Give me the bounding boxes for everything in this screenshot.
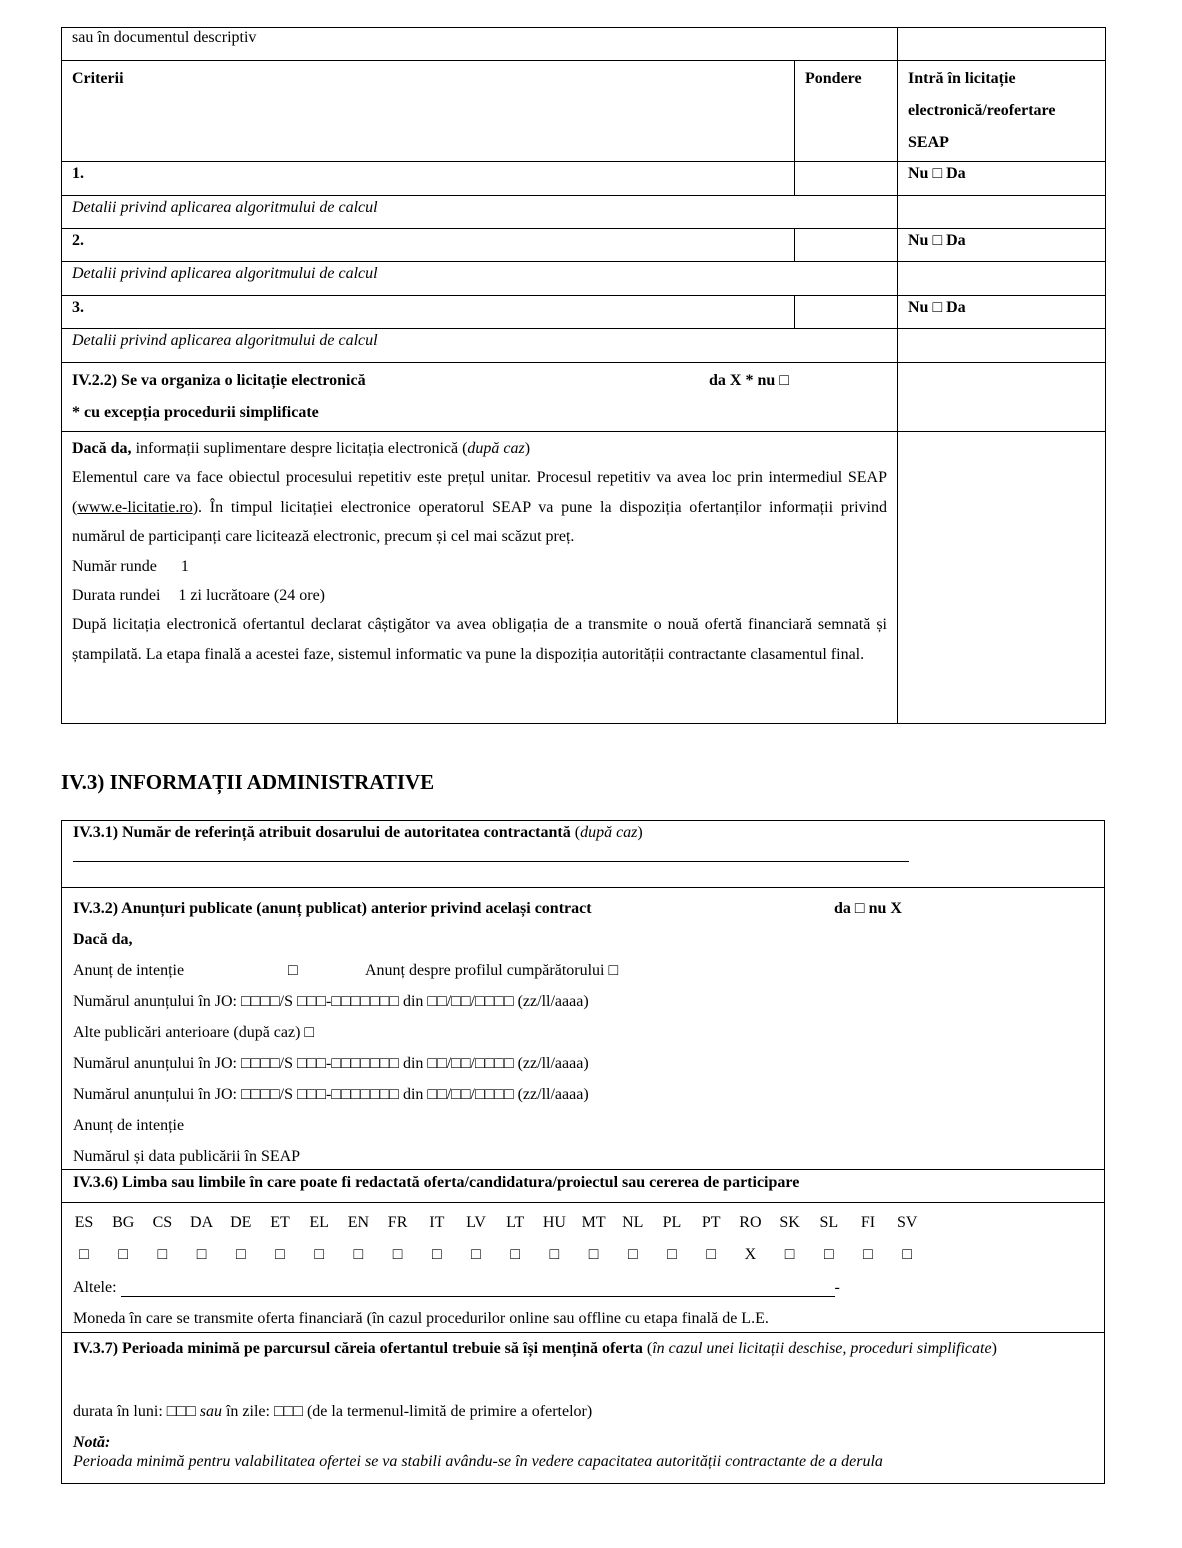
others-label: Altele:: [73, 1279, 117, 1296]
duration-months[interactable]: durata în luni: □□□: [73, 1403, 200, 1420]
rounds-line: [72, 552, 887, 581]
reference-number-field[interactable]: [73, 845, 909, 862]
e-licitatie-link[interactable]: www.e-licitatie.ro: [77, 498, 193, 516]
iv36-languages-section: [62, 1203, 1104, 1333]
language-checkbox-nl[interactable]: □: [627, 1246, 638, 1263]
language-checkbox-es[interactable]: □: [79, 1246, 89, 1263]
language-code-lv: LV: [466, 1214, 486, 1231]
buyer-profile-notice[interactable]: Anunț despre profilul cumpărătorului □: [365, 962, 619, 979]
iv31-title-italic: după caz: [580, 824, 638, 841]
language-code-nl: NL: [622, 1214, 644, 1231]
para1-start: Elementul care va face obiectul procesului repetitiv este prețul unitar. Procesul repetitiv va avea loc prin intermediul SEAP (: [72, 469, 887, 516]
language-code-en: EN: [347, 1214, 370, 1231]
weight-header: Pondere: [795, 61, 898, 162]
language-code-hu: HU: [542, 1214, 566, 1231]
language-checkbox-de[interactable]: □: [235, 1246, 246, 1263]
others-dash: -: [834, 1279, 840, 1296]
language-code-cs: CS: [152, 1214, 173, 1231]
seap-number-date: Numărul și data publicării în SEAP: [73, 1148, 301, 1165]
note-label: Notă:: [73, 1434, 111, 1451]
header-line-2: electronică/reofertare: [908, 102, 1056, 119]
iv32-title: IV.3.2) Anunțuri publicate (anunț publicat) anterior privind același contract: [73, 900, 592, 917]
info-paragraph-2: După licitația electronică ofertantul declarat câștigător va avea obligația de a transmite o nouă ofertă financiară semnată și ștampilată. La etapa finală a acestei faze, sistemul informatic va pune la dispoziția autorității contractante clasamentul final.: [72, 616, 887, 663]
iv222-options[interactable]: da X * nu □: [709, 372, 789, 389]
duration-label: Durata rundei: [72, 587, 161, 605]
iv32-if-yes: Dacă da,: [73, 931, 133, 948]
language-checkbox-et[interactable]: □: [275, 1246, 285, 1263]
language-code-pt: PT: [701, 1214, 721, 1231]
criterion-2-details: Detalii privind aplicarea algoritmului de calcul: [62, 262, 898, 296]
intro-italic: după caz: [467, 440, 525, 457]
note-block: [73, 1433, 1093, 1471]
intent-notice-label-2: Anunț de intenție: [73, 1117, 185, 1134]
others-line: [73, 1278, 840, 1297]
rounds-label: Număr runde: [72, 557, 157, 575]
intro-close: ): [524, 440, 531, 457]
empty-cell: [898, 262, 1106, 296]
language-checkbox-sl[interactable]: □: [823, 1246, 834, 1263]
criterion-2-number: 2.: [62, 229, 795, 262]
currency-line: Moneda în care se transmite oferta financiară (în cazul procedurilor online sau offline cu etapa finală de L.E.: [73, 1310, 769, 1327]
duration-or: sau: [199, 1403, 222, 1420]
iv32-title-line: [73, 899, 592, 918]
note-text: Perioada minimă pentru valabilitatea ofertei se va stabili avându-se în vedere capacitatea autorității contractante de a derula: [73, 1453, 883, 1470]
continued-text: sau în documentul descriptiv: [62, 28, 898, 61]
info-paragraph-1: [72, 463, 887, 551]
iv37-title-block: IV.3.7) Perioada minimă pe parcursul căreia ofertantul trebuie să își mențină oferta (în cazul unei licitații deschise, proceduri simplificate): [73, 1340, 997, 1357]
language-code-mt: MT: [581, 1214, 606, 1231]
para1-end: ). În timpul licitației electronice operatorul SEAP va pune la dispoziția ofertanților informații privind numărul de participanți care licitează electronic, precum și cel mai scăzut preț.: [72, 498, 887, 546]
language-code-fr: FR: [387, 1214, 408, 1231]
language-checkbox-hu[interactable]: □: [549, 1246, 560, 1263]
language-checkbox-el[interactable]: □: [314, 1246, 325, 1263]
jo-notice-number-3: Numărul anunțului în JO: □□□□/S □□□-□□□□□□□ din □□/□□/□□□□ (zz/ll/aaaa): [73, 1086, 589, 1103]
language-code-sv: SV: [896, 1214, 918, 1231]
language-code-da: DA: [190, 1214, 214, 1231]
rounds-value: 1: [180, 557, 189, 575]
intent-notice-label: Anunț de intenție: [73, 962, 185, 979]
header-line-1: Intră în licitație: [908, 70, 1016, 87]
award-criteria-table: [61, 27, 1106, 724]
criterion-1-choice[interactable]: Nu □ Da: [898, 162, 1106, 196]
language-checkbox-mt[interactable]: □: [588, 1246, 599, 1263]
criterion-3-number: 3.: [62, 296, 795, 329]
language-checkbox-en[interactable]: □: [353, 1246, 364, 1263]
criterion-1-number: 1.: [62, 162, 795, 196]
header-line-3: SEAP: [908, 134, 949, 151]
language-checkbox-it[interactable]: □: [431, 1246, 442, 1263]
language-code-de: DE: [230, 1214, 252, 1231]
empty-cell: [898, 196, 1106, 229]
language-code-it: IT: [429, 1214, 445, 1231]
language-checkbox-ro[interactable]: X: [744, 1246, 757, 1263]
section-heading: IV.3) INFORMAȚII ADMINISTRATIVE: [61, 770, 435, 794]
language-code-el: EL: [309, 1214, 329, 1231]
other-publications[interactable]: Alte publicări anterioare (după caz) □: [73, 1024, 315, 1041]
empty-cell: [898, 432, 1106, 724]
intro-text: informații suplimentare despre licitația electronică (: [131, 440, 468, 457]
iv31-title: IV.3.1) Număr de referință atribuit dosarului de autoritatea contractantă: [73, 824, 571, 841]
others-field[interactable]: [121, 1282, 835, 1297]
language-code-sk: SK: [779, 1214, 800, 1231]
language-code-es: ES: [74, 1214, 94, 1231]
language-checkbox-lt[interactable]: □: [510, 1246, 521, 1263]
iv222-cell: [62, 363, 898, 432]
duration-value: 1 zi lucrătoare (24 ore): [178, 587, 325, 605]
iv31-title-line: IV.3.1) Număr de referință atribuit dosarului de autoritatea contractantă (după caz): [73, 824, 643, 841]
criterion-3-choice[interactable]: Nu □ Da: [898, 296, 1106, 329]
language-code-fi: FI: [860, 1214, 876, 1231]
empty-cell: [898, 329, 1106, 363]
criterion-2-weight[interactable]: [795, 229, 898, 262]
criterion-1-weight[interactable]: [795, 162, 898, 196]
criterion-3-weight[interactable]: [795, 296, 898, 329]
intent-notice-checkbox[interactable]: □: [288, 962, 298, 979]
language-checkbox-pt[interactable]: □: [706, 1246, 717, 1263]
language-checkbox-fi[interactable]: □: [863, 1246, 873, 1263]
language-code-lt: LT: [506, 1214, 525, 1231]
language-checkbox-sv[interactable]: □: [902, 1246, 913, 1263]
administrative-info-box: [61, 820, 1105, 1484]
criterion-2-choice[interactable]: Nu □ Da: [898, 229, 1106, 262]
language-code-ro: RO: [739, 1214, 762, 1231]
electronic-auction-header: [898, 61, 1106, 162]
language-checkbox-pl[interactable]: □: [667, 1246, 677, 1263]
language-code-sl: SL: [819, 1214, 839, 1231]
info-intro: [72, 434, 887, 463]
criterion-1-details: Detalii privind aplicarea algoritmului de calcul: [62, 196, 898, 229]
electronic-auction-info: [62, 432, 898, 724]
empty-cell: [898, 28, 1106, 61]
language-checkbox-da[interactable]: □: [196, 1246, 207, 1263]
language-checkbox-bg[interactable]: □: [118, 1246, 129, 1263]
iv222-note: * cu excepția procedurii simplificate: [72, 404, 319, 421]
language-code-bg: BG: [112, 1214, 135, 1231]
iv32-options[interactable]: da □ nu X: [834, 900, 902, 917]
iv37-section: [62, 1333, 1104, 1482]
language-code-pl: PL: [662, 1214, 682, 1231]
iv36-title-section: [62, 1170, 1104, 1203]
jo-notice-number-1: Numărul anunțului în JO: □□□□/S □□□-□□□□□□□ din □□/□□/□□□□ (zz/ll/aaaa): [73, 993, 589, 1010]
iv31-section: [62, 821, 1104, 888]
language-checkbox-lv[interactable]: □: [471, 1246, 481, 1263]
duration-days[interactable]: în zile: □□□ (de la termenul-limită de primire a ofertelor): [221, 1403, 593, 1420]
jo-notice-number-2: Numărul anunțului în JO: □□□□/S □□□-□□□□□□□ din □□/□□/□□□□ (zz/ll/aaaa): [73, 1055, 589, 1072]
iv37-title: IV.3.7) Perioada minimă pe parcursul căreia ofertantul trebuie să își mențină oferta: [73, 1340, 643, 1357]
criterion-3-details: Detalii privind aplicarea algoritmului de calcul: [62, 329, 898, 363]
language-code-et: ET: [270, 1214, 290, 1231]
language-checkbox-cs[interactable]: □: [157, 1246, 168, 1263]
iv37-title-italic: în cazul unei licitații deschise, proceduri simplificate: [652, 1340, 992, 1357]
duration-line: [72, 581, 887, 610]
iv32-section: [62, 888, 1104, 1170]
criteria-header: Criterii: [62, 61, 795, 162]
language-checkbox-sk[interactable]: □: [784, 1246, 795, 1263]
intro-bold: Dacă da,: [72, 440, 132, 457]
duration-field-line: [73, 1402, 592, 1421]
iv222-title: IV.2.2) Se va organiza o licitație electronică: [72, 372, 366, 389]
language-checkbox-fr[interactable]: □: [392, 1246, 403, 1263]
empty-cell: [898, 363, 1106, 432]
iv36-title: IV.3.6) Limba sau limbile în care poate fi redactată oferta/candidatura/proiectul sau cererea de participare: [73, 1174, 800, 1191]
